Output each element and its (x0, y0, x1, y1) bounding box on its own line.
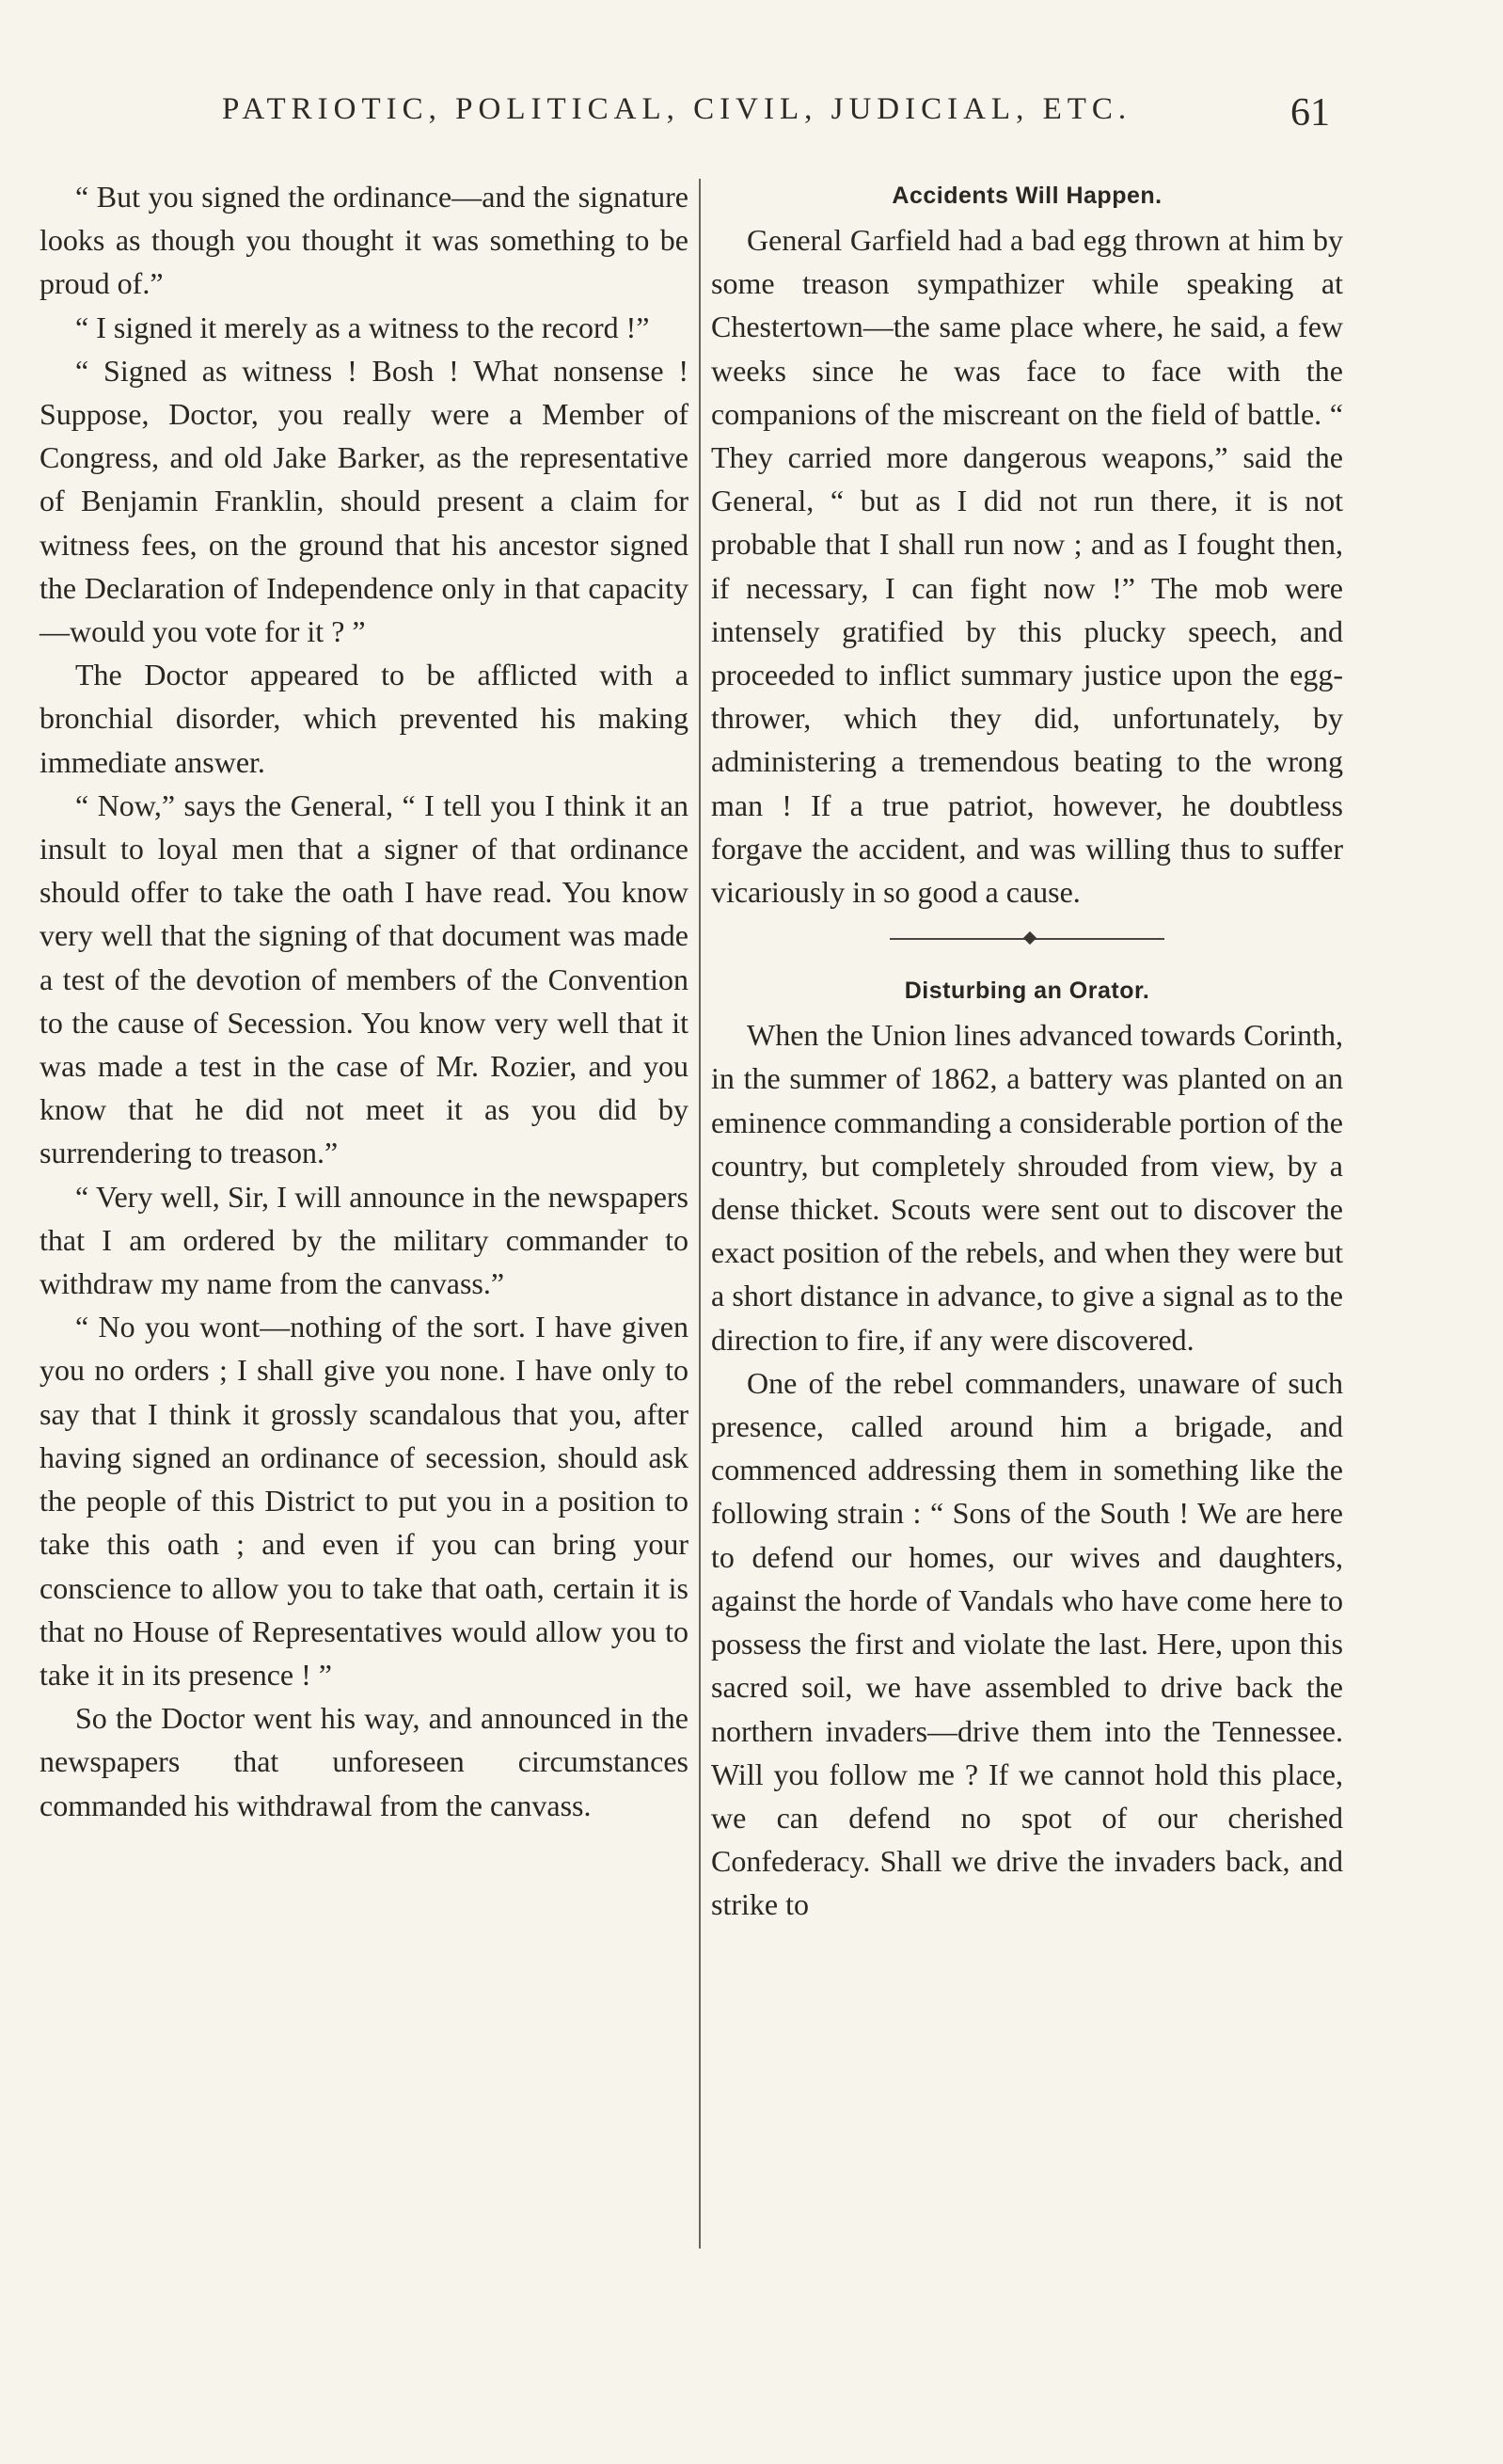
paragraph: General Garfield had a bad egg thrown at him by some treason sympathizer while speaking at Chestertown—the same place where, he said, a few weeks since he was face to face with the companions of the miscreant on the field of battle. “ They carried more dangerous weapons,” said the General, “ but as I did not run there, it is not probable that I shall run now ; and as I fought then, if necessary, I can fight now !” The mob were intensely gratified by this plucky speech, and proceeded to inflict summary justice upon the egg-thrower, which they did, unfortunately, by administering a tremendous beating to the wrong man ! If a true patriot, however, he doubtless forgave the accident, and was willing thus to suffer vicariously in so good a cause. (711, 223, 1343, 910)
paragraph: “ Signed as witness ! Bosh ! What nonsense ! Suppose, Doctor, you really were a Member of Congress, and old Jake Barker, as the representative of Benjamin Franklin, should present a claim for witness fees, on the ground that his ancestor signed the Declaration of Independence only in that capacity—would you vote for it ? ” (40, 353, 688, 649)
paragraph: “ Very well, Sir, I will announce in the newspapers that I am ordered by the military commander to withdraw my name from the canvass.” (40, 1179, 688, 1301)
column-divider (699, 179, 701, 2249)
left-column (40, 175, 688, 1827)
paragraph: “ Now,” says the General, “ I tell you I think it an insult to loyal men that a signer of that ordinance should offer to take the oath I have read. You know very well that the signing of that document was made a test of the devotion of members of the Convention to the cause of Secession. You know very well that it was made a test in the case of Mr. Rozier, and you know that he did not meet it as you did by surrendering to treason.” (40, 787, 688, 1170)
paragraph: When the Union lines advanced towards Corinth, in the summer of 1862, a battery was planted on an eminence commanding a considerable portion of the country, but completely shrouded from view, by a dense thicket. Scouts were sent out to discover the exact position of the rebels, and when they were but a short distance in advance, to give a signal as to the direction to fire, if any were discovered. (711, 1018, 1343, 1357)
page-number: 61 (1290, 91, 1330, 135)
paragraph: “ But you signed the ordinance—and the signature looks as though you thought it was something to be proud of.” (40, 180, 688, 301)
section-heading: Accidents Will Happen. (892, 183, 1163, 209)
running-title: PATRIOTIC, POLITICAL, CIVIL, JUDICIAL, ETC. (222, 92, 1132, 126)
section-divider (711, 914, 1343, 968)
paragraph: The Doctor appeared to be afflicted with a bronchial disorder, which prevented his making immediate answer. (40, 658, 688, 779)
paragraph: “ I signed it merely as a witness to the record !” (75, 310, 650, 344)
paragraph: So the Doctor went his way, and announced in the newspapers that unforeseen circumstances commanded his withdrawal from the canvass. (40, 1701, 688, 1822)
paragraph: “ No you wont—nothing of the sort. I have given you no orders ; I shall give you none. I have only to say that I think it grossly scandalous that you, after having signed an ordinance of secession, should ask the people of this District to put you in a position to take this oath ; and even if you can bring your conscience to allow you to take that oath, certain it is that no House of Representatives would allow you to take it in its presence ! ” (40, 1310, 688, 1692)
right-column (711, 175, 1343, 1927)
paragraph: One of the rebel commanders, unaware of such presence, called around him a brigade, and commenced addressing them in something like the following strain : “ Sons of the South ! We are here to defend our homes, our wives and daughters, against the horde of Vandals who have come here to possess the first and violate the last. Here, upon this sacred soil, we have assembled to drive back the northern invaders—drive them into the Tennessee. Will you follow me ? If we cannot hold this place, we can defend no spot of our cherished Confederacy. Shall we drive the invaders back, and strike to (711, 1365, 1343, 1922)
divider-diamond-icon (1023, 931, 1036, 945)
section-heading: Disturbing an Orator. (904, 978, 1150, 1005)
